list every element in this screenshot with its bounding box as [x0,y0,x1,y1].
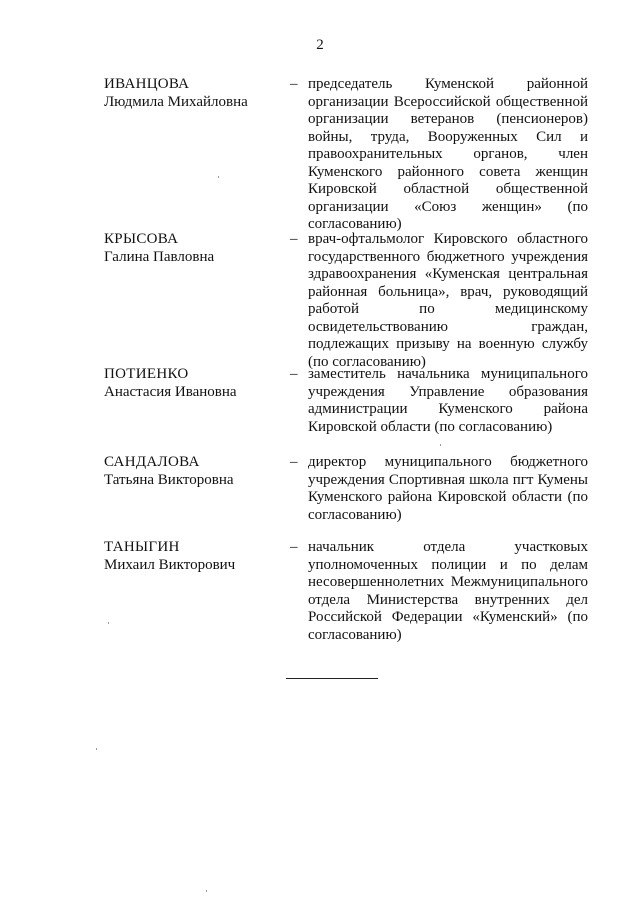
member-given-names: Михаил Викторович [104,556,236,573]
member-role: начальник отдела участковых уполномоченных полиции и по делам несовершеннолетних Межмуниципального отдела Министерства внутренних дел Российской Федерации «Куменский» (по согласованию) [308,539,588,643]
list-dash: – [290,231,298,247]
member-given-names: Галина Павловна [104,248,215,265]
page-number: 2 [316,37,324,53]
member-surname: САНДАЛОВА [104,454,200,470]
scan-speck [108,622,109,624]
scan-speck [96,748,97,750]
member-role: директор муниципального бюджетного учреждения Спортивная школа пгт Кумены Куменского района Кировской области (по согласованию) [308,454,588,523]
scan-speck [440,444,441,446]
list-dash: – [290,454,298,470]
scan-speck [206,890,207,892]
list-dash: – [290,539,298,555]
member-role: врач-офтальмолог Кировского областного государственного бюджетного учреждения здравоохранения «Куменская центральная районная больница», врач, руководящий работой по медицинскому освидетельствованию граждан, подлежащих призыву на военную службу (по согласованию) [308,231,588,370]
member-surname: КРЫСОВА [104,231,179,247]
member-surname: ТАНЫГИН [104,539,180,555]
list-dash: – [290,366,298,382]
member-surname: ИВАНЦОВА [104,76,190,92]
member-given-names: Татьяна Викторовна [104,471,234,488]
member-given-names: Людмила Михайловна [104,93,248,110]
list-dash: – [290,76,298,92]
member-surname: ПОТИЕНКО [104,366,189,382]
end-of-list-rule [286,678,378,679]
member-name [104,539,284,574]
member-role: председатель Куменской районной организации Всероссийской общественной организации ветеранов (пенсионеров) войны, труда, Вооруженных Сил и правоохранительных органов, член Куменского районного совета женщин Кировской областной общественной организации «Союз женщин» (по согласованию) [308,76,588,232]
member-given-names: Анастасия Ивановна [104,383,237,400]
member-name [104,366,284,401]
member-role: заместитель начальника муниципального учреждения Управление образования администрации Куменского района Кировской области (по согласованию) [308,366,588,435]
member-name [104,76,284,111]
member-name [104,454,284,489]
member-name [104,231,284,266]
scan-speck [218,176,219,178]
